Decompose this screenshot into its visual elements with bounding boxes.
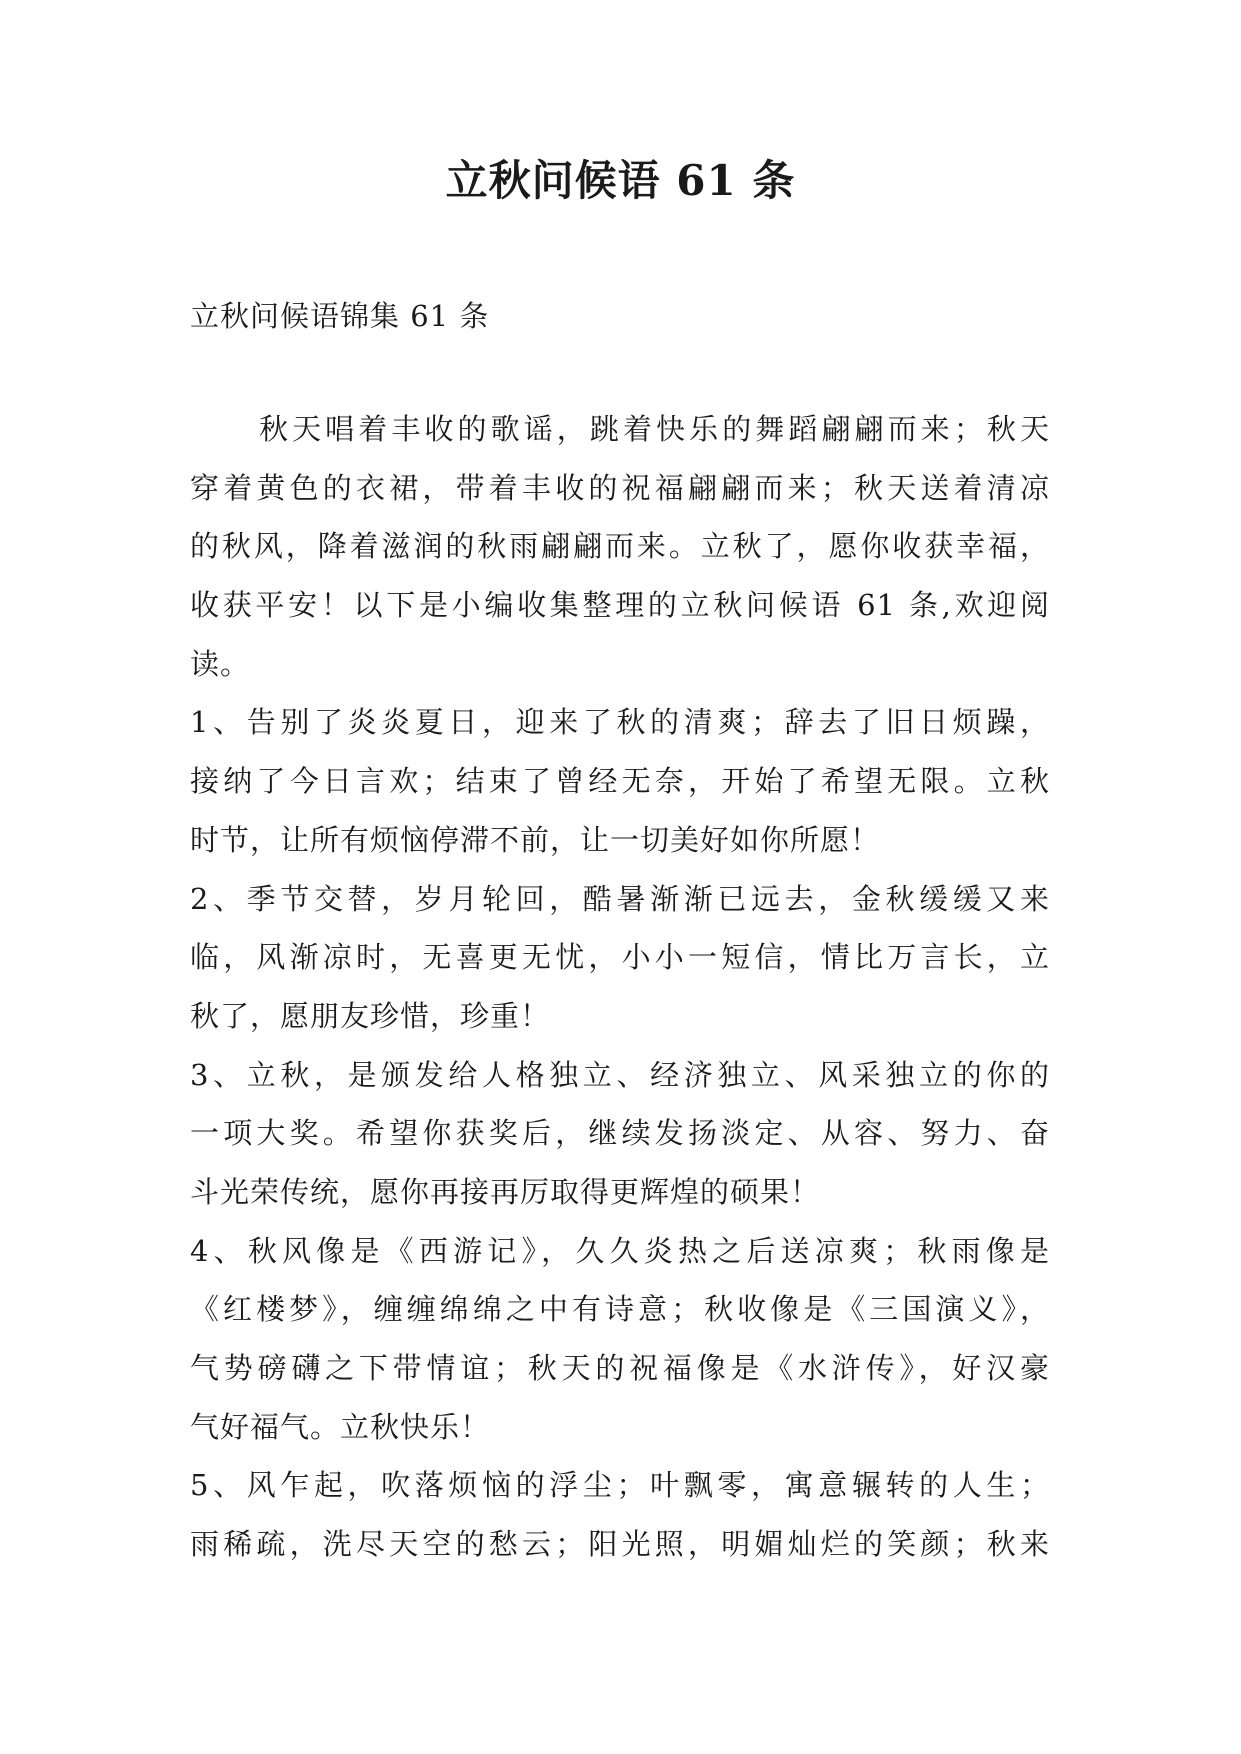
paragraph-line: 1、告别了炎炎夏日，迎来了秋的清爽；辞去了旧日烦躁，: [190, 705, 1050, 740]
greeting-item-3: [190, 1046, 1050, 1222]
paragraph-line: 临，风渐凉时，无喜更无忧，小小一短信，情比万言长，立: [190, 940, 1050, 975]
paragraph-line: 接纳了今日言欢；结束了曾经无奈，开始了希望无限。立秋: [190, 764, 1050, 799]
greeting-item-4: [190, 1222, 1050, 1457]
greeting-item-2: [190, 870, 1050, 1046]
paragraph-line: 5、风乍起，吹落烦恼的浮尘；叶飘零，寓意辗转的人生；: [190, 1468, 1050, 1503]
paragraph-line: 《红楼梦》，缠缠绵绵之中有诗意；秋收像是《三国演义》，: [190, 1292, 1050, 1327]
paragraph-line: 2、季节交替，岁月轮回，酷暑渐渐已远去，金秋缓缓又来: [190, 881, 1050, 916]
paragraph-line: 气好福气。立秋快乐！: [190, 1409, 491, 1444]
paragraph-line: 时节，让所有烦恼停滞不前，让一切美好如你所愿！: [190, 822, 881, 857]
greeting-item-5: [190, 1456, 1050, 1573]
document-title: 立秋问候语 61 条: [445, 156, 796, 205]
paragraph-line: 秋了，愿朋友珍惜，珍重！: [190, 998, 551, 1033]
intro-paragraph: [190, 400, 1050, 693]
paragraph-line: 收获平安！以下是小编收集整理的立秋问候语 61 条,欢迎阅: [190, 588, 1050, 623]
paragraph-line: 气势磅礴之下带情谊；秋天的祝福像是《水浒传》，好汉豪: [190, 1351, 1050, 1385]
paragraph-line: 斗光荣传统，愿你再接再厉取得更辉煌的硕果！: [190, 1174, 821, 1209]
greeting-item-1: [190, 693, 1050, 869]
paragraph-line: 读。: [190, 646, 251, 681]
paragraph-line: 雨稀疏，洗尽天空的愁云；阳光照，明媚灿烂的笑颜；秋来: [190, 1527, 1050, 1562]
document-body: [190, 400, 1050, 1574]
paragraph-line: 一项大奖。希望你获奖后，继续发扬淡定、从容、努力、奋: [190, 1116, 1050, 1151]
paragraph-line: 秋天唱着丰收的歌谣，跳着快乐的舞蹈翩翩而来；秋天: [259, 412, 1050, 446]
paragraph-line: 3、立秋，是颁发给人格独立、经济独立、风采独立的你的: [190, 1057, 1050, 1092]
paragraph-line: 的秋风，降着滋润的秋雨翩翩而来。立秋了，愿你收获幸福，: [190, 529, 1050, 564]
document-subtitle: 立秋问候语锦集 61 条: [190, 299, 490, 333]
paragraph-line: 4、秋风像是《西游记》，久久炎热之后送凉爽；秋雨像是: [190, 1233, 1050, 1268]
paragraph-line: 穿着黄色的衣裙，带着丰收的祝福翩翩而来；秋天送着清凉: [190, 470, 1050, 505]
